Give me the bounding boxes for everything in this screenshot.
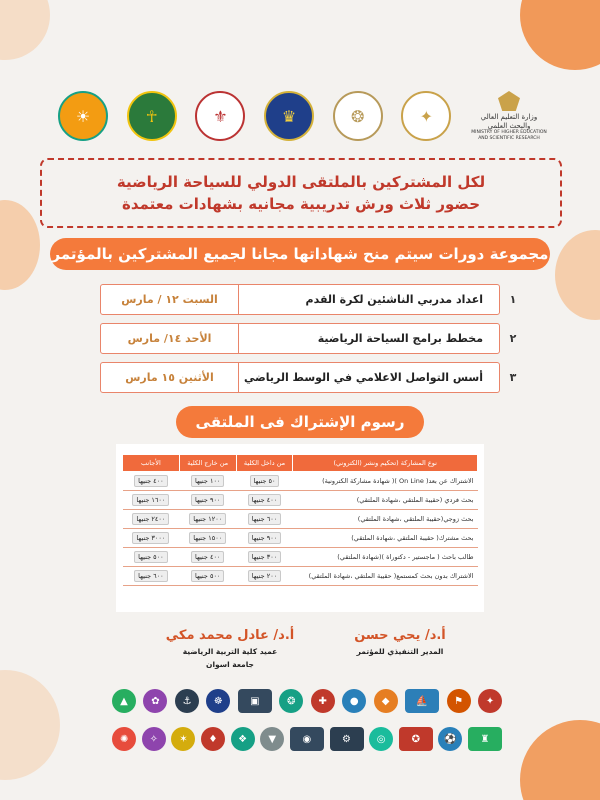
- fee-foreign: ١٦٠٠ جنيها: [132, 494, 169, 506]
- sponsor-logo: ⛵: [405, 689, 439, 713]
- fee-type: بحث مشترك( حقيبة الملتقي ،شهادة الملتقي): [293, 529, 478, 548]
- signature-name: أ.د/ يحي حسن: [354, 628, 446, 643]
- fee-foreign: ٢٤٠٠ جنيها: [132, 513, 169, 525]
- aswan-governorate-logo: ♛: [264, 91, 314, 141]
- fee-type: طالب باحث ( ماجستير - دكتوراة )(شهادة الملتقي): [293, 548, 478, 567]
- header-logos: [58, 86, 548, 146]
- course-title: مخطط برامج السياحة الرياضية: [317, 332, 483, 345]
- sponsor-logo: ▲: [112, 689, 136, 713]
- fee-type: بحث فردي (حقيبة الملتقي ،شهادة الملتقي): [293, 491, 478, 510]
- fee-outside: ٥٠٠ جنيها: [191, 570, 224, 582]
- fee-foreign: ٣٠٠٠ جنيها: [132, 532, 169, 544]
- sponsor-logo: ♦: [201, 727, 225, 751]
- sponsor-logo: ❂: [279, 689, 303, 713]
- fee-inside: ٩٠٠ جنيها: [248, 532, 281, 544]
- fee-inside-cell: [236, 548, 293, 567]
- sponsor-logo: ⚙: [330, 727, 364, 751]
- fee-outside: ٤٠٠ جنيها: [191, 551, 224, 563]
- fee-foreign-cell: [123, 472, 180, 491]
- header-type: نوع المشاركة (تحكيم ونشر (الكتروني): [293, 455, 478, 472]
- signature-dean: [140, 628, 320, 669]
- sponsor-logo: ⚓: [175, 689, 199, 713]
- fee-inside-cell: [236, 529, 293, 548]
- signature-title: عميد كلية التربية الرياضية: [182, 647, 278, 656]
- decor-circle: [0, 670, 60, 780]
- conference-logo: ☀: [58, 91, 108, 141]
- sponsor-logo: ✺: [112, 727, 136, 751]
- fee-type: الاشتراك بدون بحث كمستمع( حقيبة الملتقي ،شهادة الملتقي): [293, 567, 478, 586]
- banner-line-2: حضور ثلاث ورش تدريبية مجانيه بشهادات معتمدة: [122, 195, 481, 213]
- fee-inside: ٦٠٠ جنيها: [248, 513, 281, 525]
- course-date: الأحد ١٤/ مارس: [101, 324, 239, 353]
- decor-circle: [520, 0, 600, 70]
- course-date: السبت ١٢ / مارس: [101, 285, 239, 314]
- fee-outside-cell: [179, 529, 236, 548]
- sponsor-logo: ▼: [260, 727, 284, 751]
- fee-type: الاشتراك عن بعد( On Line )( شهادة مشاركة الكترونية): [293, 472, 478, 491]
- fees-row: [123, 491, 478, 510]
- sponsor-logo: ☸: [206, 689, 230, 713]
- fee-outside-cell: [179, 472, 236, 491]
- fee-outside: ١٠٠ جنيها: [191, 475, 224, 487]
- decor-circle: [555, 230, 600, 320]
- signature-subtitle: جامعة اسوان: [206, 660, 254, 669]
- sponsor-logo: ✚: [311, 689, 335, 713]
- signature-executive-director: [330, 628, 470, 656]
- decor-circle: [0, 200, 40, 290]
- fee-inside: ٢٠٠ جنيها: [248, 570, 281, 582]
- sponsor-logo: ❖: [231, 727, 255, 751]
- fee-outside: ٩٠٠ جنيها: [191, 494, 224, 506]
- fee-outside-cell: [179, 567, 236, 586]
- ministry-higher-education-logo: [470, 91, 548, 141]
- course-number: ١: [509, 293, 517, 306]
- fee-foreign-cell: [123, 510, 180, 529]
- sponsor-logo: ◆: [374, 689, 398, 713]
- fee-inside: ٤٠٠ جنيها: [248, 494, 281, 506]
- banner-line-1: لكل المشتركين بالملتقى الدولي للسياحة الرياضية: [116, 172, 486, 191]
- fees-table: [122, 454, 478, 586]
- aswan-university-logo: ⚜: [195, 91, 245, 141]
- signature-title: المدير التنفيذي للمؤتمر: [356, 647, 444, 656]
- course-date: الأثنين ١٥ مارس: [101, 363, 239, 392]
- sponsor-logo: ⚽: [438, 727, 462, 751]
- fee-inside-cell: [236, 510, 293, 529]
- sponsor-logos-row-2: [112, 724, 502, 754]
- fee-foreign: ٥٠٠ جنيها: [134, 551, 167, 563]
- fee-foreign-cell: [123, 567, 180, 586]
- fee-inside-cell: [236, 567, 293, 586]
- course-row: [100, 362, 517, 393]
- course-title: أسس التواصل الاعلامي في الوسط الرياضي: [243, 371, 483, 384]
- fee-inside-cell: [236, 491, 293, 510]
- fee-outside-cell: [179, 491, 236, 510]
- fee-outside-cell: [179, 548, 236, 567]
- fees-table-card: [116, 444, 484, 612]
- fee-foreign: ٤٠٠ جنيها: [134, 475, 167, 487]
- fees-header-row: [123, 455, 478, 472]
- fees-heading: رسوم الإشتراك فى الملتقى: [176, 406, 424, 438]
- course-row: [100, 284, 517, 315]
- course-title: اعداد مدربي الناشئين لكرة القدم: [305, 293, 483, 306]
- fee-inside: ٥٠ جنيها: [250, 475, 280, 487]
- course-number: ٢: [509, 332, 517, 345]
- fee-outside: ١٢٠٠ جنيها: [189, 513, 226, 525]
- sponsor-logo: ▣: [238, 689, 272, 713]
- decor-circle: [0, 0, 50, 60]
- fee-foreign-cell: [123, 491, 180, 510]
- decor-circle: [520, 720, 600, 800]
- announcement-banner: [40, 158, 562, 228]
- course-number: ٣: [509, 371, 517, 384]
- sponsor-logo: ✪: [399, 727, 433, 751]
- header-outside: من خارج الكلية: [179, 455, 236, 472]
- sponsor-logo: ●: [342, 689, 366, 713]
- courses-list: [100, 284, 517, 401]
- egypt-seal-logo: ❂: [333, 91, 383, 141]
- header-inside: من داخل الكلية: [236, 455, 293, 472]
- fees-row: [123, 567, 478, 586]
- sponsor-logo: ✶: [171, 727, 195, 751]
- fee-foreign-cell: [123, 548, 180, 567]
- eagle-icon: [498, 91, 520, 111]
- ministry-youth-sports-logo: ✦: [401, 91, 451, 141]
- fee-inside-cell: [236, 472, 293, 491]
- sponsor-logo: ✦: [478, 689, 502, 713]
- fees-row: [123, 529, 478, 548]
- sponsor-logo: ◉: [290, 727, 324, 751]
- fee-inside: ٣٠٠ جنيها: [248, 551, 281, 563]
- logo-caption: وزارة التعليم العالي والبحث العلمي: [480, 113, 538, 130]
- logo-caption-en: MINISTRY OF HIGHER EDUCATION AND SCIENTIFIC RESEARCH: [471, 130, 547, 141]
- fee-outside: ١٥٠٠ جنيها: [189, 532, 226, 544]
- fees-row: [123, 472, 478, 491]
- sponsor-logo: ⚑: [447, 689, 471, 713]
- fee-outside-cell: [179, 510, 236, 529]
- fees-row: [123, 548, 478, 567]
- sponsor-logo: ✧: [142, 727, 166, 751]
- sponsor-logo: ✿: [143, 689, 167, 713]
- faculty-logo: ☥: [127, 91, 177, 141]
- course-row: [100, 323, 517, 354]
- fee-foreign: ٦٠٠ جنيها: [134, 570, 167, 582]
- fee-type: بحث زوجي(حقيبة الملتقي ،شهادة الملتقي): [293, 510, 478, 529]
- sponsor-logo: ♜: [468, 727, 502, 751]
- sponsor-logos-row-1: [112, 686, 502, 716]
- courses-heading: مجموعة دورات سيتم منح شهاداتها مجانا لجميع المشتركين بالمؤتمر: [50, 238, 550, 270]
- header-foreign: الأجانب: [123, 455, 180, 472]
- fees-row: [123, 510, 478, 529]
- signature-name: أ.د/ عادل محمد مكي: [165, 628, 295, 643]
- sponsor-logo: ◎: [369, 727, 393, 751]
- fee-foreign-cell: [123, 529, 180, 548]
